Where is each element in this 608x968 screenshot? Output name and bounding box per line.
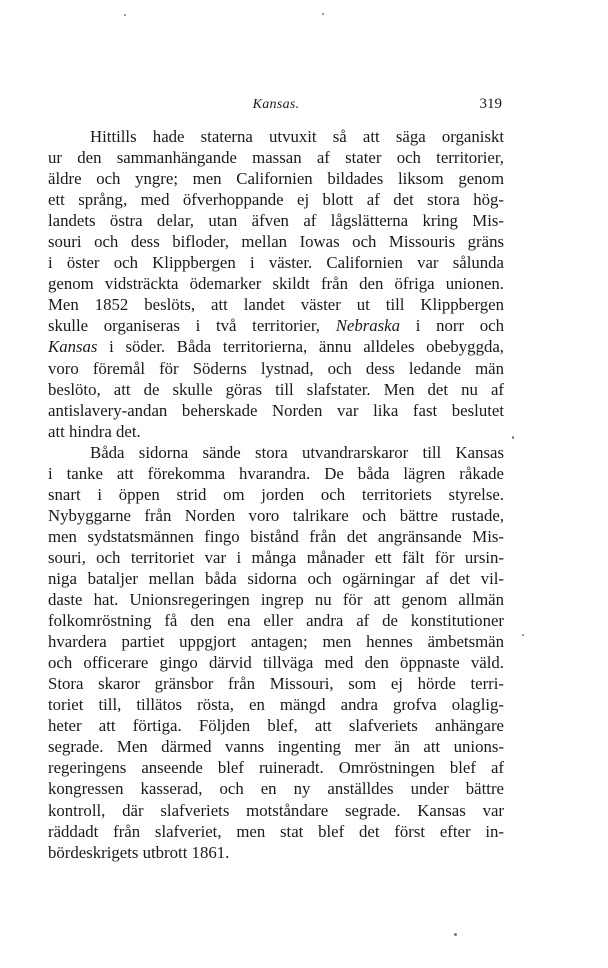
text-line: beslöto, att de skulle göras till slafstater. Men det nu af: [48, 379, 504, 399]
text-line: Stora skaror gränsbor från Missouri, som ej hörde terri-: [48, 674, 504, 694]
text-line: räddadt från slafveriet, men stat blef det först efter in-: [48, 821, 504, 841]
text-line: souri och dess bifloder, mellan Iowas och Missouris gräns: [48, 232, 504, 252]
scan-speck: [512, 436, 514, 439]
text-line: äldre och yngre; men Californien bildades liksom genom: [48, 169, 504, 189]
text-line: ett språng, med öfverhoppande ej blott af det stora hög-: [48, 190, 504, 210]
text-line: regeringens anseende blef ruineradt. Omröstningen blef af: [48, 758, 504, 778]
scan-speck: [522, 634, 524, 636]
paragraph-2: [48, 442, 504, 863]
running-title: Kansas.: [252, 97, 300, 112]
text-line: heter att förtiga. Följden blef, att slafveriets anhängare: [48, 716, 504, 736]
text-line: voro föremål för Söderns lystnad, och dess ledande män: [48, 358, 504, 378]
text-line: Båda sidorna sände stora utvandrarskaror till Kansas: [90, 442, 504, 462]
text-line: Hittills hade staterna utvuxit så att säga organiskt: [90, 127, 504, 146]
text-line: i tanke att förekomma hvarandra. De båda lägren råkade: [48, 463, 504, 483]
text-line: kontroll, där slafveriets motståndare segrade. Kansas var: [48, 800, 504, 820]
scan-speck: [322, 13, 324, 15]
text-line: Nybyggarne från Norden voro talrikare och bättre rustade,: [48, 505, 504, 525]
text-line: att hindra det.: [48, 421, 141, 441]
text-line: kongressen kasserad, och en ny anställdes under bättre: [48, 779, 504, 799]
text-line: Men 1852 beslöts, att landet väster ut till Klippbergen: [48, 295, 504, 315]
text-line: hvardera partiet uppgjort antagen; men hennes ämbetsmän: [48, 632, 504, 652]
paragraph-1: [48, 126, 504, 442]
body-text: [48, 126, 504, 863]
text-line: snart i öppen strid om jorden och territoriets styrelse.: [48, 484, 504, 504]
text-line: ur den sammanhängande massan af stater och territorier,: [48, 148, 504, 168]
text-line: daste hat. Unionsregeringen ingrep nu för att genom allmän: [48, 590, 504, 610]
text-line: souri, och territoriet var i många månader ett fält för ursin-: [48, 547, 504, 567]
scan-speck: [454, 933, 457, 936]
text-line: antislavery-andan beherskade Norden var lika fast beslutet: [48, 400, 504, 420]
text-line: Kansas i söder. Båda territorierna, ännu alldeles obebyggda,: [48, 337, 504, 357]
text-line: segrade. Men därmed vanns ingenting mer än att unions-: [48, 737, 504, 757]
page-number: 319: [479, 96, 502, 112]
text-line: och officerare gingo därvid tillväga med den öppnaste väld.: [48, 653, 504, 673]
text-line: genom vidsträckta ödemarker skildt från den öfriga unionen.: [48, 274, 504, 294]
text-line: bördeskrigets utbrott 1861.: [48, 842, 230, 862]
text-line: i öster och Klippbergen i väster. Californien var sålunda: [48, 253, 504, 273]
text-line: folkomröstning få den ena eller andra af de konstitutioner: [48, 611, 504, 631]
text-line: men sydstatsmännen fingo bistånd från det angränsande Mis-: [48, 526, 504, 546]
text-line: niga bataljer mellan båda sidorna och ogärningar af det vil-: [48, 568, 504, 588]
scan-speck: [124, 14, 126, 16]
page-header: [48, 97, 504, 119]
text-line: skulle organiseras i två territorier, Nebraska i norr och: [48, 316, 504, 336]
text-line: toriet till, tillätos rösta, en mängd andra grofva olaglig-: [48, 695, 504, 715]
text-line: landets östra delar, utan äfven af lågslätterna kring Mis-: [48, 211, 504, 231]
